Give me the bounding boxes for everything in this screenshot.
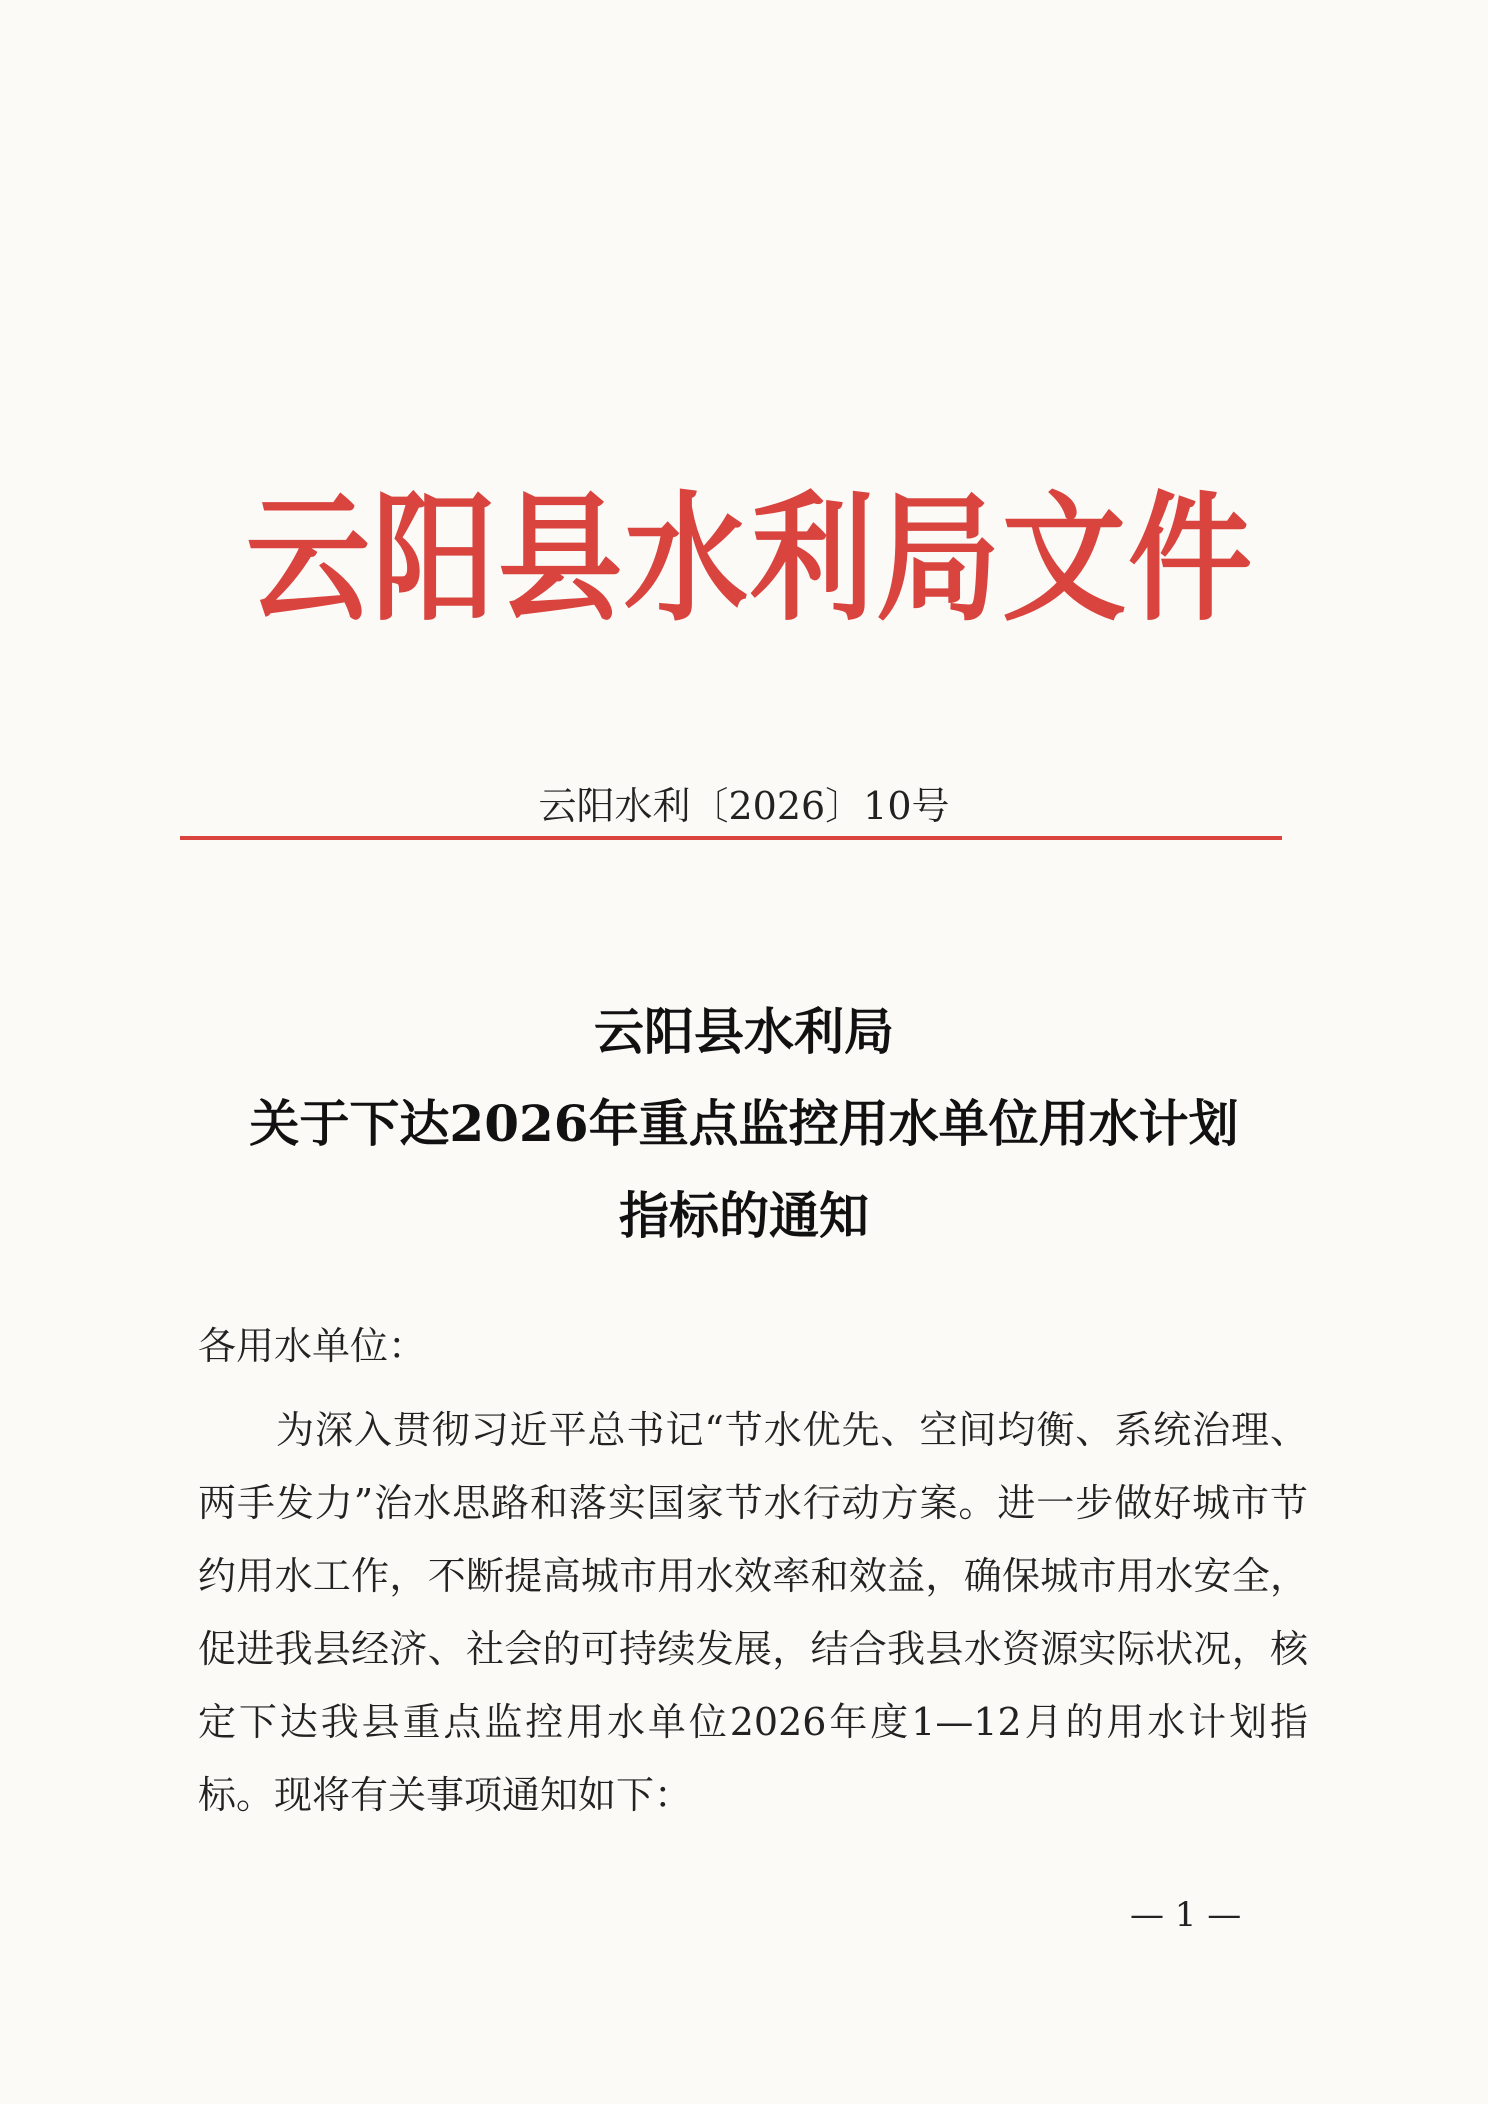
document-number: 云阳水利〔2026〕10号 [538, 784, 950, 828]
title-line-3: 指标的通知 [619, 1186, 869, 1245]
body-paragraph: 为深入贯彻习近平总书记“节水优先、空间均衡、系统治理、两手发力”治水思路和落实国家节水行动方案。进一步做好城市节约用水工作，不断提高城市用水效率和效益，确保城市用水安全，促进我县经济、社会的可持续发展，结合我县水资源实际状况，核定下达我县重点监控用水单位2026年度1—12月的用水计划指标。现将有关事项通知如下： [198, 1408, 1308, 1817]
title-line-2: 关于下达2026年重点监控用水单位用水计划 [249, 1094, 1239, 1153]
page-number: — 1 — [1130, 1895, 1242, 1935]
notice-title [0, 986, 1488, 1262]
red-separator-line [180, 836, 1282, 840]
salutation: 各用水单位： [198, 1324, 427, 1368]
agency-header-title: 云阳县水利局文件 [246, 478, 1255, 641]
title-line-1: 云阳县水利局 [594, 1002, 894, 1061]
